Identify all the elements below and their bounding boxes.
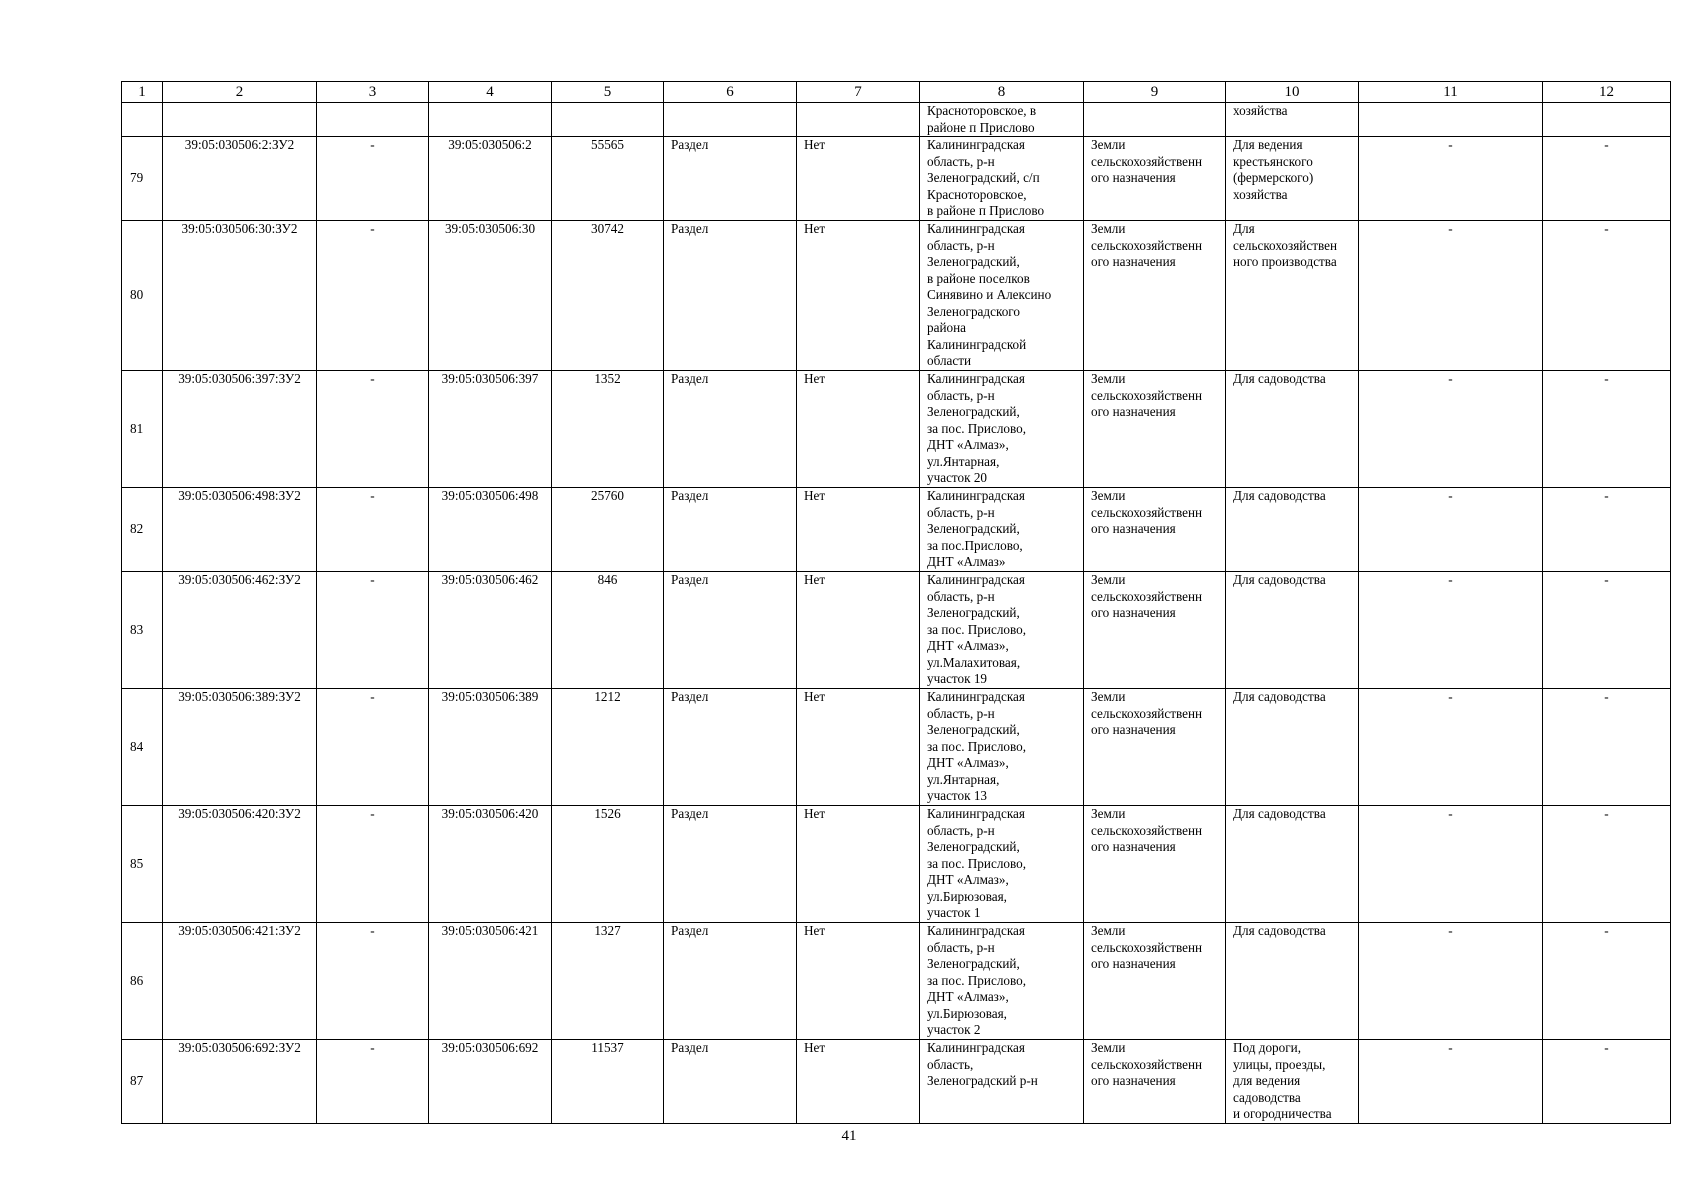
permitted-use: Для садоводства bbox=[1226, 488, 1359, 572]
col-header-8: 8 bbox=[920, 82, 1084, 103]
parcel-id: 39:05:030506:30:ЗУ2 bbox=[163, 221, 317, 371]
source-parcel-id: 39:05:030506:421 bbox=[429, 923, 552, 1040]
source-parcel-id: 39:05:030506:30 bbox=[429, 221, 552, 371]
address: Калининградская область, р-н Зеленоградский, за пос. Прислово, ДНТ «Алмаз», ул.Янтарная, участок 13 bbox=[920, 689, 1084, 806]
col3-value: - bbox=[317, 488, 429, 572]
parcel-id: 39:05:030506:421:ЗУ2 bbox=[163, 923, 317, 1040]
address: Калининградская область, Зеленоградский р-н bbox=[920, 1040, 1084, 1124]
table-row bbox=[122, 572, 1671, 689]
address: Калининградская область, р-н Зеленоградский, за пос.Прислово, ДНТ «Алмаз» bbox=[920, 488, 1084, 572]
permitted-use: Для ведения крестьянского (фермерского) хозяйства bbox=[1226, 137, 1359, 221]
col11-value: - bbox=[1359, 572, 1543, 689]
table-row bbox=[122, 371, 1671, 488]
col-header-10: 10 bbox=[1226, 82, 1359, 103]
col12-value: - bbox=[1543, 221, 1671, 371]
source-parcel-id: 39:05:030506:389 bbox=[429, 689, 552, 806]
source-parcel-id: 39:05:030506:692 bbox=[429, 1040, 552, 1124]
row-number: 79 bbox=[122, 137, 163, 221]
parcel-id: 39:05:030506:498:ЗУ2 bbox=[163, 488, 317, 572]
col3-value: - bbox=[317, 137, 429, 221]
row-number: 86 bbox=[122, 923, 163, 1040]
parcel-id: 39:05:030506:397:ЗУ2 bbox=[163, 371, 317, 488]
col-header-4: 4 bbox=[429, 82, 552, 103]
row-number: 85 bbox=[122, 806, 163, 923]
area-value: 55565 bbox=[552, 137, 664, 221]
permitted-use: Для садоводства bbox=[1226, 371, 1359, 488]
col3-value: - bbox=[317, 923, 429, 1040]
col7-value: Нет bbox=[797, 488, 920, 572]
area-value: 846 bbox=[552, 572, 664, 689]
address: Калининградская область, р-н Зеленоградский, за пос. Прислово, ДНТ «Алмаз», ул.Янтарная, участок 20 bbox=[920, 371, 1084, 488]
area-value: 25760 bbox=[552, 488, 664, 572]
source-parcel-id: 39:05:030506:498 bbox=[429, 488, 552, 572]
row-number: 81 bbox=[122, 371, 163, 488]
col3-value: - bbox=[317, 689, 429, 806]
land-category: Земли сельскохозяйственн ого назначения bbox=[1084, 488, 1226, 572]
row-number: 80 bbox=[122, 221, 163, 371]
area-value: 1327 bbox=[552, 923, 664, 1040]
formation-method: Раздел bbox=[664, 1040, 797, 1124]
parcel-id: 39:05:030506:389:ЗУ2 bbox=[163, 689, 317, 806]
col12-value: - bbox=[1543, 806, 1671, 923]
col-header-7: 7 bbox=[797, 82, 920, 103]
col3-value: - bbox=[317, 572, 429, 689]
row-number: 82 bbox=[122, 488, 163, 572]
formation-method: Раздел bbox=[664, 806, 797, 923]
source-parcel-id: 39:05:030506:420 bbox=[429, 806, 552, 923]
col7-value: Нет bbox=[797, 371, 920, 488]
source-parcel-id: 39:05:030506:2 bbox=[429, 137, 552, 221]
address: Калининградская область, р-н Зеленоградский, в районе поселков Синявино и Алексино Зеленоградского района Калининградской области bbox=[920, 221, 1084, 371]
col12-value: - bbox=[1543, 371, 1671, 488]
area-value: 11537 bbox=[552, 1040, 664, 1124]
col-header-12: 12 bbox=[1543, 82, 1671, 103]
col7-value: Нет bbox=[797, 1040, 920, 1124]
col11-value: - bbox=[1359, 689, 1543, 806]
land-category: Земли сельскохозяйственн ого назначения bbox=[1084, 923, 1226, 1040]
parcel-id: 39:05:030506:420:ЗУ2 bbox=[163, 806, 317, 923]
col12-value: - bbox=[1543, 572, 1671, 689]
land-category: Земли сельскохозяйственн ого назначения bbox=[1084, 572, 1226, 689]
col-header-1: 1 bbox=[122, 82, 163, 103]
table-row bbox=[122, 806, 1671, 923]
row-number: 84 bbox=[122, 689, 163, 806]
col-header-9: 9 bbox=[1084, 82, 1226, 103]
address: Калининградская область, р-н Зеленоградский, за пос. Прислово, ДНТ «Алмаз», ул.Бирюзовая, участок 1 bbox=[920, 806, 1084, 923]
continuation-use: хозяйства bbox=[1226, 103, 1359, 137]
table-row bbox=[122, 221, 1671, 371]
col7-value: Нет bbox=[797, 572, 920, 689]
permitted-use: Для садоводства bbox=[1226, 806, 1359, 923]
col11-value: - bbox=[1359, 371, 1543, 488]
row-number: 83 bbox=[122, 572, 163, 689]
formation-method: Раздел bbox=[664, 371, 797, 488]
col3-value: - bbox=[317, 371, 429, 488]
col12-value: - bbox=[1543, 689, 1671, 806]
table-row bbox=[122, 137, 1671, 221]
table-row bbox=[122, 689, 1671, 806]
col-header-3: 3 bbox=[317, 82, 429, 103]
col-header-11: 11 bbox=[1359, 82, 1543, 103]
col11-value: - bbox=[1359, 488, 1543, 572]
address: Калининградская область, р-н Зеленоградский, с/п Красноторовское, в районе п Прислово bbox=[920, 137, 1084, 221]
col7-value: Нет bbox=[797, 137, 920, 221]
page-number: 41 bbox=[841, 1128, 857, 1144]
parcel-id: 39:05:030506:692:ЗУ2 bbox=[163, 1040, 317, 1124]
table-row bbox=[122, 488, 1671, 572]
permitted-use: Для садоводства bbox=[1226, 572, 1359, 689]
permitted-use: Под дороги, улицы, проезды, для ведения садоводства и огородничества bbox=[1226, 1040, 1359, 1124]
col7-value: Нет bbox=[797, 221, 920, 371]
formation-method: Раздел bbox=[664, 923, 797, 1040]
col-header-6: 6 bbox=[664, 82, 797, 103]
parcels-table bbox=[121, 81, 1671, 1124]
col12-value: - bbox=[1543, 1040, 1671, 1124]
col3-value: - bbox=[317, 1040, 429, 1124]
land-category: Земли сельскохозяйственн ого назначения bbox=[1084, 806, 1226, 923]
col7-value: Нет bbox=[797, 923, 920, 1040]
col-header-2: 2 bbox=[163, 82, 317, 103]
formation-method: Раздел bbox=[664, 689, 797, 806]
address: Калининградская область, р-н Зеленоградский, за пос. Прислово, ДНТ «Алмаз», ул.Бирюзовая, участок 2 bbox=[920, 923, 1084, 1040]
col3-value: - bbox=[317, 806, 429, 923]
land-category: Земли сельскохозяйственн ого назначения bbox=[1084, 1040, 1226, 1124]
table-row bbox=[122, 1040, 1671, 1124]
column-number-header bbox=[122, 82, 1671, 103]
permitted-use: Для сельскохозяйствен ного производства bbox=[1226, 221, 1359, 371]
land-category: Земли сельскохозяйственн ого назначения bbox=[1084, 221, 1226, 371]
source-parcel-id: 39:05:030506:462 bbox=[429, 572, 552, 689]
formation-method: Раздел bbox=[664, 221, 797, 371]
col11-value: - bbox=[1359, 137, 1543, 221]
address: Калининградская область, р-н Зеленоградский, за пос. Прислово, ДНТ «Алмаз», ул.Малахитовая, участок 19 bbox=[920, 572, 1084, 689]
row-number: 87 bbox=[122, 1040, 163, 1124]
col11-value: - bbox=[1359, 923, 1543, 1040]
source-parcel-id: 39:05:030506:397 bbox=[429, 371, 552, 488]
col12-value: - bbox=[1543, 923, 1671, 1040]
col12-value: - bbox=[1543, 137, 1671, 221]
col-header-5: 5 bbox=[552, 82, 664, 103]
col7-value: Нет bbox=[797, 806, 920, 923]
area-value: 30742 bbox=[552, 221, 664, 371]
parcel-id: 39:05:030506:2:ЗУ2 bbox=[163, 137, 317, 221]
col12-value: - bbox=[1543, 488, 1671, 572]
table-row bbox=[122, 923, 1671, 1040]
col11-value: - bbox=[1359, 1040, 1543, 1124]
land-category: Земли сельскохозяйственн ого назначения bbox=[1084, 137, 1226, 221]
permitted-use: Для садоводства bbox=[1226, 923, 1359, 1040]
permitted-use: Для садоводства bbox=[1226, 689, 1359, 806]
parcel-id: 39:05:030506:462:ЗУ2 bbox=[163, 572, 317, 689]
continuation-row bbox=[122, 103, 1671, 137]
col3-value: - bbox=[317, 221, 429, 371]
land-category: Земли сельскохозяйственн ого назначения bbox=[1084, 371, 1226, 488]
col11-value: - bbox=[1359, 221, 1543, 371]
area-value: 1212 bbox=[552, 689, 664, 806]
area-value: 1352 bbox=[552, 371, 664, 488]
col7-value: Нет bbox=[797, 689, 920, 806]
formation-method: Раздел bbox=[664, 137, 797, 221]
area-value: 1526 bbox=[552, 806, 664, 923]
continuation-address: Красноторовское, в районе п Прислово bbox=[920, 103, 1084, 137]
formation-method: Раздел bbox=[664, 488, 797, 572]
col11-value: - bbox=[1359, 806, 1543, 923]
land-category: Земли сельскохозяйственн ого назначения bbox=[1084, 689, 1226, 806]
formation-method: Раздел bbox=[664, 572, 797, 689]
